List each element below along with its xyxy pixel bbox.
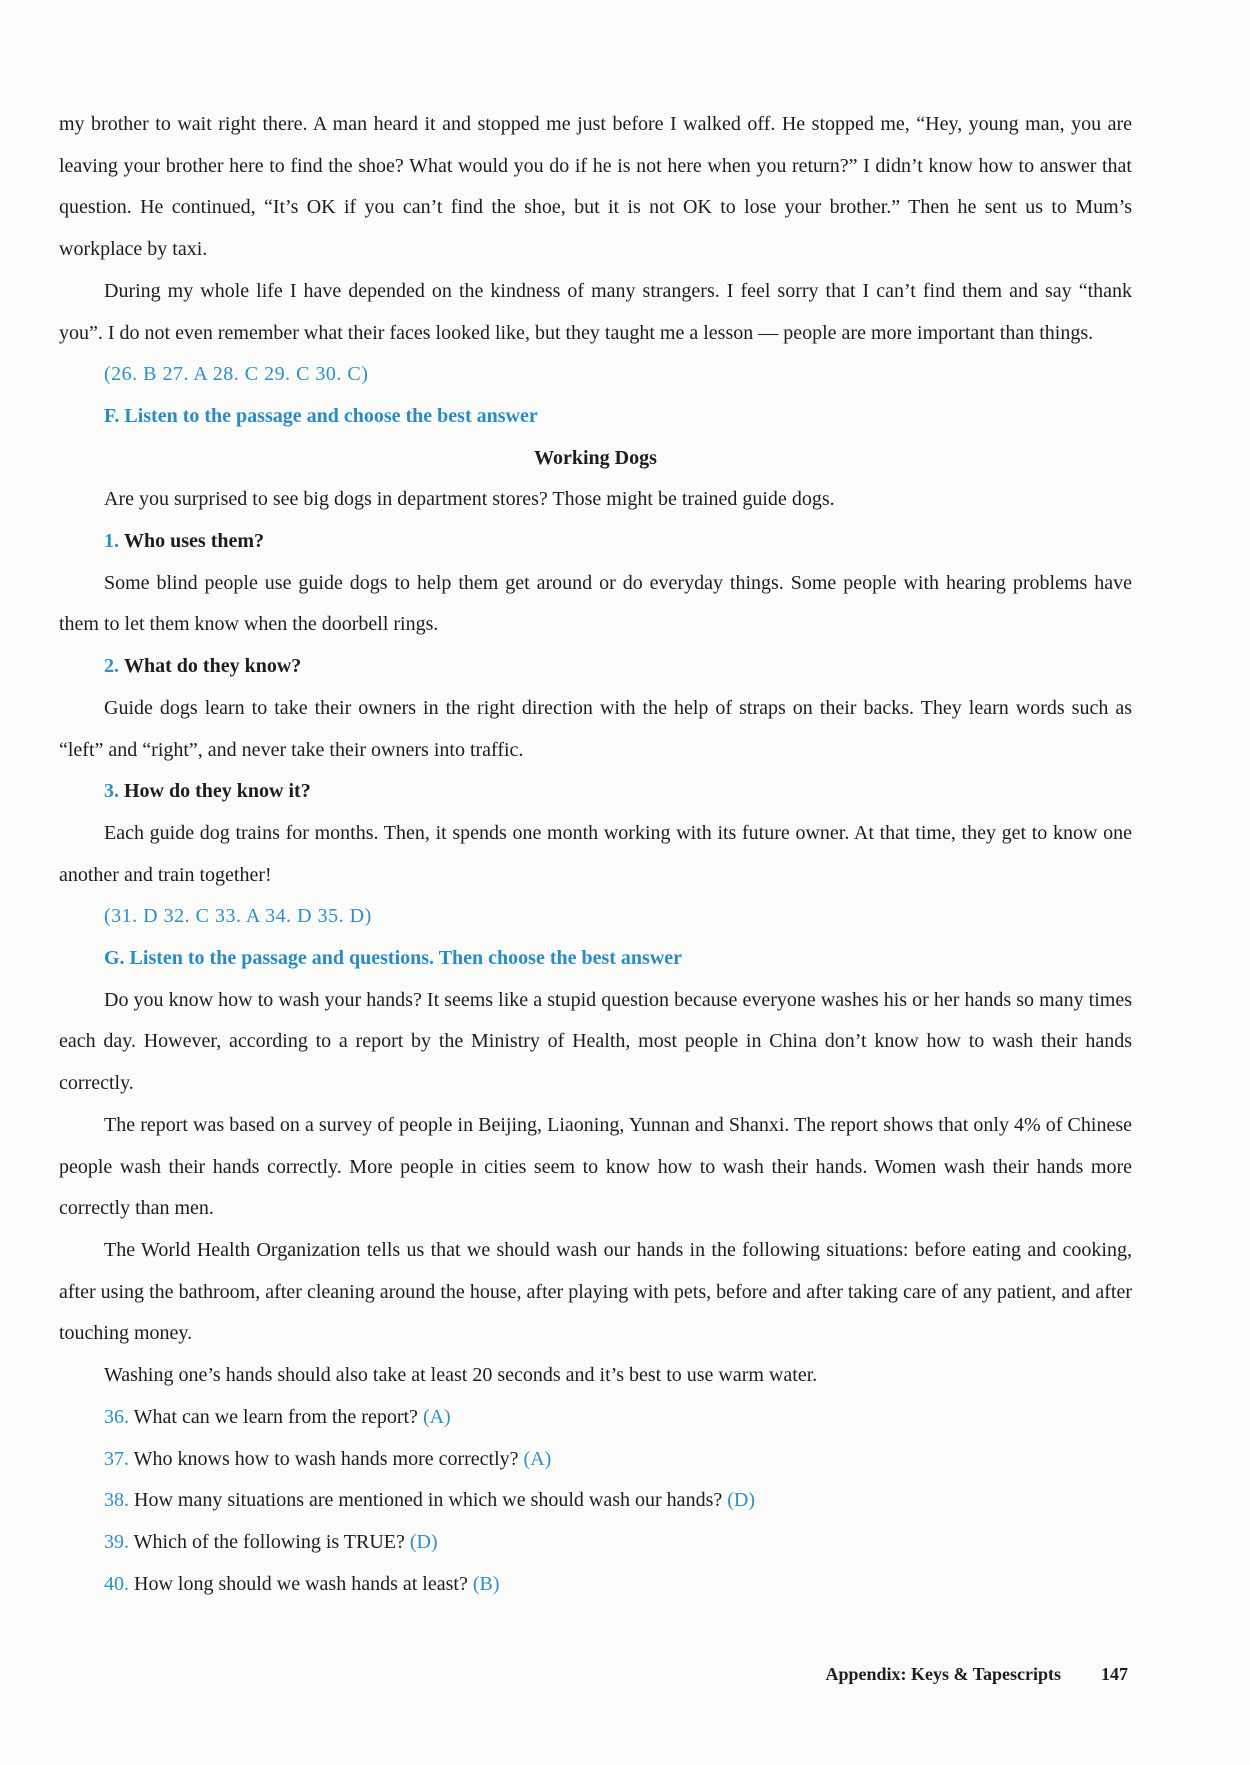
question-39 xyxy=(59,1522,1132,1564)
subheading-1-text: Some blind people use guide dogs to help them get around or do everyday things. Some people with hearing problems have them to let them know when the doorbell rings. xyxy=(59,571,1132,636)
question-40 xyxy=(59,1564,1132,1606)
question-number: 40. xyxy=(104,1572,129,1595)
subheading-1 xyxy=(59,521,1132,563)
question-number: 37. xyxy=(104,1447,129,1470)
subheading-number: 2. xyxy=(104,655,119,678)
question-answer: (A) xyxy=(523,1447,552,1470)
question-number: 36. xyxy=(104,1405,129,1428)
passage-g-paragraph-4: Washing one’s hands should also take at least 20 seconds and it’s best to use warm water. xyxy=(104,1364,818,1387)
subheading-3-text: Each guide dog trains for months. Then, it spends one month working with its future owner. At that time, they get to know one another and train together! xyxy=(59,821,1132,886)
subheading-2 xyxy=(59,646,1132,688)
subheading-title: How do they know it? xyxy=(124,780,311,803)
question-text: How many situations are mentioned in which we should wash our hands? xyxy=(134,1489,723,1512)
passage-g-paragraph-3: The World Health Organization tells us that we should wash our hands in the following situations: before eating and cooking, after using the bathroom, after cleaning around the house, after playing with pets, before and after taking care of any patient, and after touching money. xyxy=(59,1238,1132,1345)
passage-intro: Are you surprised to see big dogs in department stores? Those might be trained guide dogs. xyxy=(104,488,835,511)
question-text: Which of the following is TRUE? xyxy=(133,1530,405,1553)
subheading-2-text: Guide dogs learn to take their owners in the right direction with the help of straps on their backs. They learn words such as “left” and “right”, and never take their owners into traffic. xyxy=(59,696,1132,761)
question-text: What can we learn from the report? xyxy=(133,1405,418,1428)
question-38 xyxy=(59,1480,1132,1522)
footer-label: Appendix: Keys & Tapescripts xyxy=(825,1664,1061,1684)
subheading-title: Who uses them? xyxy=(124,530,265,553)
story-paragraph-2: During my whole life I have depended on the kindness of many strangers. I feel sorry that I can’t find them and say “thank you”. I do not even remember what their faces looked like, but they taught me a lesson — people are more important than things. xyxy=(59,279,1132,344)
question-answer: (D) xyxy=(409,1530,438,1553)
passage-g-paragraph-2: The report was based on a survey of people in Beijing, Liaoning, Yunnan and Shanxi. The report shows that only 4% of Chinese people wash their hands correctly. More people in cities seem to know how to wash their hands. Women wash their hands more correctly than men. xyxy=(59,1113,1132,1220)
answer-key-e: (26. B 27. A 28. C 29. C 30. C) xyxy=(104,363,369,386)
subheading-title: What do they know? xyxy=(124,655,302,678)
question-text: Who knows how to wash hands more correctly? xyxy=(133,1447,519,1470)
page-footer xyxy=(825,1664,1128,1685)
page-content xyxy=(59,104,1132,1605)
subheading-number: 1. xyxy=(104,530,119,553)
question-text: How long should we wash hands at least? xyxy=(134,1572,468,1595)
question-answer: (B) xyxy=(472,1572,500,1595)
passage-title: Working Dogs xyxy=(534,446,657,469)
question-answer: (A) xyxy=(422,1405,451,1428)
section-g-heading: G. Listen to the passage and questions. Then choose the best answer xyxy=(104,947,683,970)
question-number: 38. xyxy=(104,1489,129,1512)
passage-g-paragraph-1: Do you know how to wash your hands? It seems like a stupid question because everyone washes his or her hands so many times each day. However, according to a report by the Ministry of Health, most people in China don’t know how to wash their hands correctly. xyxy=(59,988,1132,1095)
question-36 xyxy=(59,1397,1132,1439)
subheading-number: 3. xyxy=(104,780,119,803)
page-number: 147 xyxy=(1101,1664,1128,1684)
story-paragraph-1: my brother to wait right there. A man heard it and stopped me just before I walked off. He stopped me, “Hey, young man, you are leaving your brother here to find the shoe? What would you do if he is not here when you return?” I didn’t know how to answer that question. He continued, “It’s OK if you can’t find the shoe, but it is not OK to lose your brother.” Then he sent us to Mum’s workplace by taxi. xyxy=(59,113,1132,261)
question-37 xyxy=(59,1439,1132,1481)
question-number: 39. xyxy=(104,1530,129,1553)
subheading-3 xyxy=(59,771,1132,813)
question-answer: (D) xyxy=(727,1489,755,1512)
answer-key-f: (31. D 32. C 33. A 34. D 35. D) xyxy=(104,905,372,928)
section-f-heading: F. Listen to the passage and choose the best answer xyxy=(104,404,538,427)
